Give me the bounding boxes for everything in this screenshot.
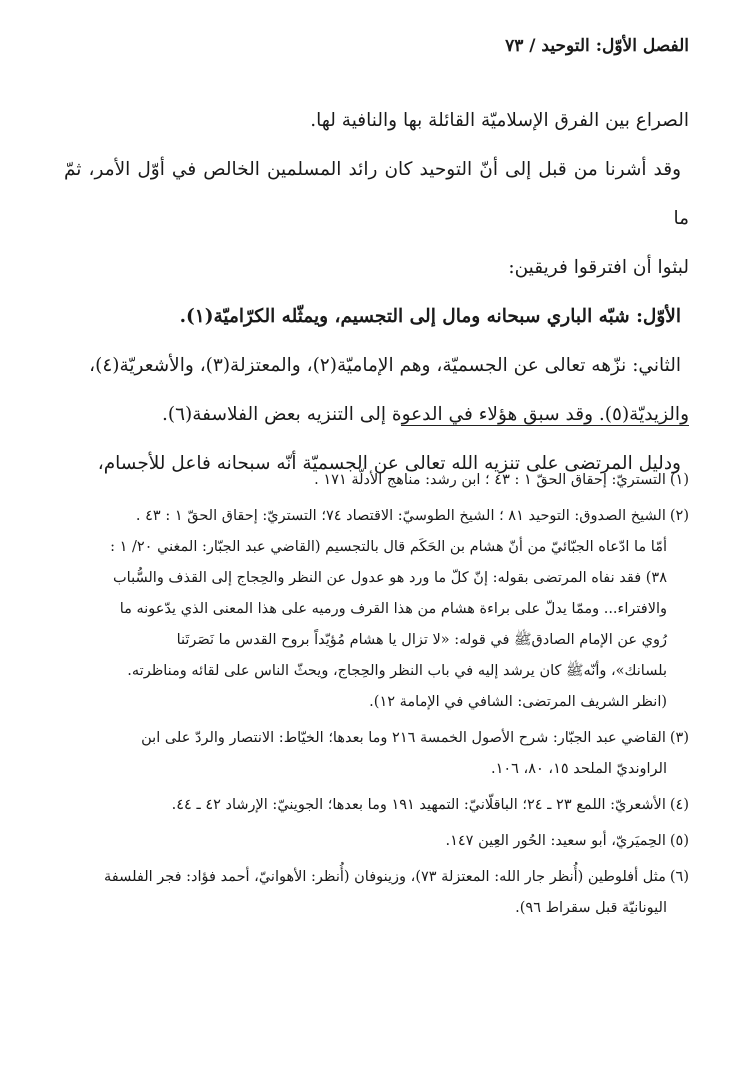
paragraph-4-line-2: والزيديّة(٥). وقد سبق هؤلاء في الدعوة إلى التنزيه بعض الفلاسفة(٦). (162, 404, 689, 425)
footnote-number: (٦) (669, 869, 689, 885)
footnote-line (64, 862, 689, 893)
footnote-text: أمّا ما ادّعاه الجبّائيّ من أنّ هشام بن الحَكَم قال بالتجسيم (القاضي عبد الجبّار: المغني ٢٠/ ١ : (110, 539, 667, 555)
footnote-text: اليونانيّة قبل سقراط ٩٦). (515, 900, 667, 916)
footnote-number: (٥) (669, 833, 689, 849)
footnote-text: مثل أفلوطين (أُنظر جار الله: المعتزلة ٧٣)، وزينوفان (أُنظر: الأهوانيّ، أحمد فؤاد: فجر الفلسفة (104, 869, 666, 885)
footnote-1 (64, 465, 689, 496)
footnote-text: القاضي عبد الجبّار: شرح الأصول الخمسة ٢١٦ وما بعدها؛ الخيّاط: الانتصار والردّ على ابن (141, 730, 666, 746)
paragraph-2-line-2: لبثوا أن افترقوا فريقين: (508, 257, 689, 278)
paragraph-4-line-1: الثاني: نزّهه تعالى عن الجسميّة، وهم الإماميّة(٢)، والمعتزلة(٣)، والأشعريّة(٤)، (89, 355, 681, 376)
footnote-line (64, 465, 689, 496)
footnote-text: الحِميَريّ، أبو سعيد: الحُور العِين ١٤٧. (445, 833, 666, 849)
footnote-text: الأشعريّ: اللمع ٢٣ ـ ٢٤؛ الباقلّانيّ: التمهيد ١٩١ وما بعدها؛ الجوينيّ: الإرشاد ٤٢ ـ ٤٤. (171, 797, 666, 813)
footnote-line (64, 501, 689, 532)
footnote-line (64, 790, 689, 821)
footnote-number: (٣) (669, 730, 689, 746)
footnote-line (64, 826, 689, 857)
main-text (64, 96, 689, 488)
footnote-number: (٢) (669, 508, 689, 524)
footnote-4 (64, 790, 689, 821)
footnote-text: الشيخ الصدوق: التوحيد ٨١ ؛ الشيخ الطوسيّ: الاقتصاد ٧٤؛ التستريّ: إحقاق الحقّ ١ : ٤٣ . (135, 508, 666, 524)
footnote-text: بلسانك»، وأنّهﷺ كان يرشد إليه في باب النظر والحِجاج، ويحثّ الناس على لقائه ومناظرته. (127, 663, 667, 679)
footnote-6 (64, 862, 689, 924)
footnote-text: الراونديّ الملحد ١٥، ٨٠، ١٠٦. (490, 761, 667, 777)
footnote-number: (١) (669, 472, 689, 488)
footnote-text: رُوي عن الإمام الصادقﷺ في قوله: «لا تزال يا هشام مُؤيّداً بروح القدس ما نَصَرتَنا (176, 632, 667, 648)
footnotes (64, 465, 689, 929)
footnote-2 (64, 501, 689, 718)
footnote-text: ٣٨) فقد نفاه المرتضى بقوله: إنّ كلّ ما ورد هو عدول عن النظر والحِجاج إلى القذف والسُّباب (113, 570, 667, 586)
paragraph-2-line-1: وقد أشرنا من قبل إلى أنّ التوحيد كان رائد المسلمين الخالص في أوّل الأمر، ثمّ ما (64, 159, 689, 229)
footnote-text: (انظر الشريف المرتضى: الشافي في الإمامة ١٢). (369, 694, 667, 710)
running-header: الفصل الأوّل: التوحيد / ٧٣ (505, 36, 689, 56)
footnote-text: التستريّ: إحقاق الحقّ ١ : ٤٣ ؛ ابن رشد: مناهج الأدلّة ١٧١ . (314, 472, 666, 488)
footnote-text: والافتراء... وممّا يدلّ على براءة هشام من هذا القرف ورميه على هذا المعنى الذي يدّعونه ما (119, 601, 667, 617)
footnote-5 (64, 826, 689, 857)
footnote-3 (64, 723, 689, 785)
footnote-line (64, 723, 689, 754)
paragraph-5: ودليل المرتضى على تنزيه الله تعالى عن الجسميّة أنّه سبحانه فاعل للأجسام، (97, 453, 681, 474)
paragraph-3: الأوّل: شبّه الباري سبحانه ومال إلى التجسيم، ويمثّله الكرّاميّة(١). (179, 306, 681, 327)
footnote-number: (٤) (669, 797, 689, 813)
footnote-separator (401, 425, 689, 426)
paragraph-1: الصراع بين الفرق الإسلاميّة القائلة بها والنافية لها. (310, 110, 689, 131)
